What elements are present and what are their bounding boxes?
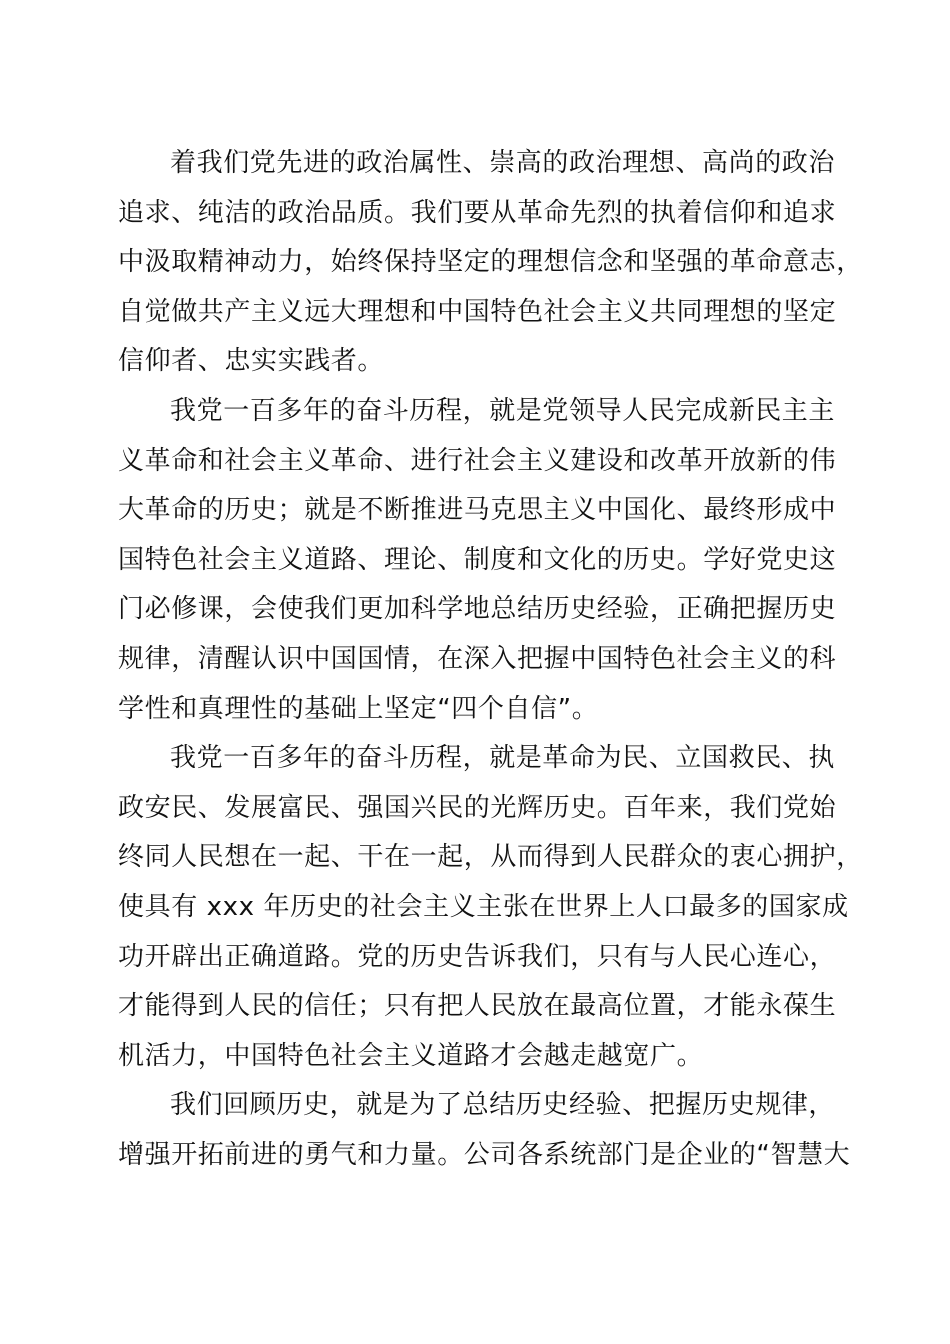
paragraph-2-line-6: 规律，清醒认识中国国情，在深入把握中国特色社会主义的科 [118, 643, 837, 674]
paragraph-1-line-3: 中汲取精神动力，始终保持坚定的理想信念和坚强的革命意志， [118, 247, 863, 278]
paragraph-3-line-7: 机活力，中国特色社会主义道路才会越走越宽广。 [118, 1040, 704, 1071]
paragraph-4-line-2: 增强开拓前进的勇气和力量。公司各系统部门是企业的“智慧大 [118, 1139, 851, 1170]
paragraph-3-line-4: 使具有 xxx 年历史的社会主义主张在世界上人口最多的国家成 [118, 891, 849, 922]
paragraph-2-line-1: 我党一百多年的奋斗历程，就是党领导人民完成新民主主 [170, 395, 836, 426]
document-body [118, 139, 863, 1180]
paragraph-2-line-2: 义革命和社会主义革命、进行社会主义建设和改革开放新的伟 [118, 445, 837, 476]
paragraph-2-line-5: 门必修课，会使我们更加科学地总结历史经验，正确把握历史 [118, 594, 837, 625]
paragraph-3-line-3: 终同人民想在一起、干在一起，从而得到人民群众的衷心拥护， [118, 842, 863, 873]
paragraph-3-line-5: 功开辟出正确道路。党的历史告诉我们，只有与人民心连心， [118, 941, 837, 972]
paragraph-1-line-1: 着我们党先进的政治属性、崇高的政治理想、高尚的政治 [170, 148, 836, 178]
paragraph-1-line-5: 信仰者、忠实实践者。 [118, 346, 385, 377]
paragraph-2-line-7: 学性和真理性的基础上坚定“四个自信”。 [118, 693, 599, 724]
paragraph-2-line-4: 国特色社会主义道路、理论、制度和文化的历史。学好党史这 [118, 544, 837, 575]
paragraph-4-line-1: 我们回顾历史，就是为了总结历史经验、把握历史规律， [170, 1090, 836, 1121]
paragraph-2-line-3: 大革命的历史；就是不断推进马克思主义中国化、最终形成中 [118, 495, 837, 526]
paragraph-3-line-2: 政安民、发展富民、强国兴民的光辉历史。百年来，我们党始 [118, 792, 837, 823]
paragraph-1-line-4: 自觉做共产主义远大理想和中国特色社会主义共同理想的坚定 [118, 296, 837, 327]
paragraph-1-line-2: 追求、纯洁的政治品质。我们要从革命先烈的执着信仰和追求 [118, 197, 837, 228]
paragraph-3-line-6: 才能得到人民的信任；只有把人民放在最高位置，才能永葆生 [118, 991, 837, 1022]
paragraph-3-line-1: 我党一百多年的奋斗历程，就是革命为民、立国救民、执 [170, 743, 836, 774]
